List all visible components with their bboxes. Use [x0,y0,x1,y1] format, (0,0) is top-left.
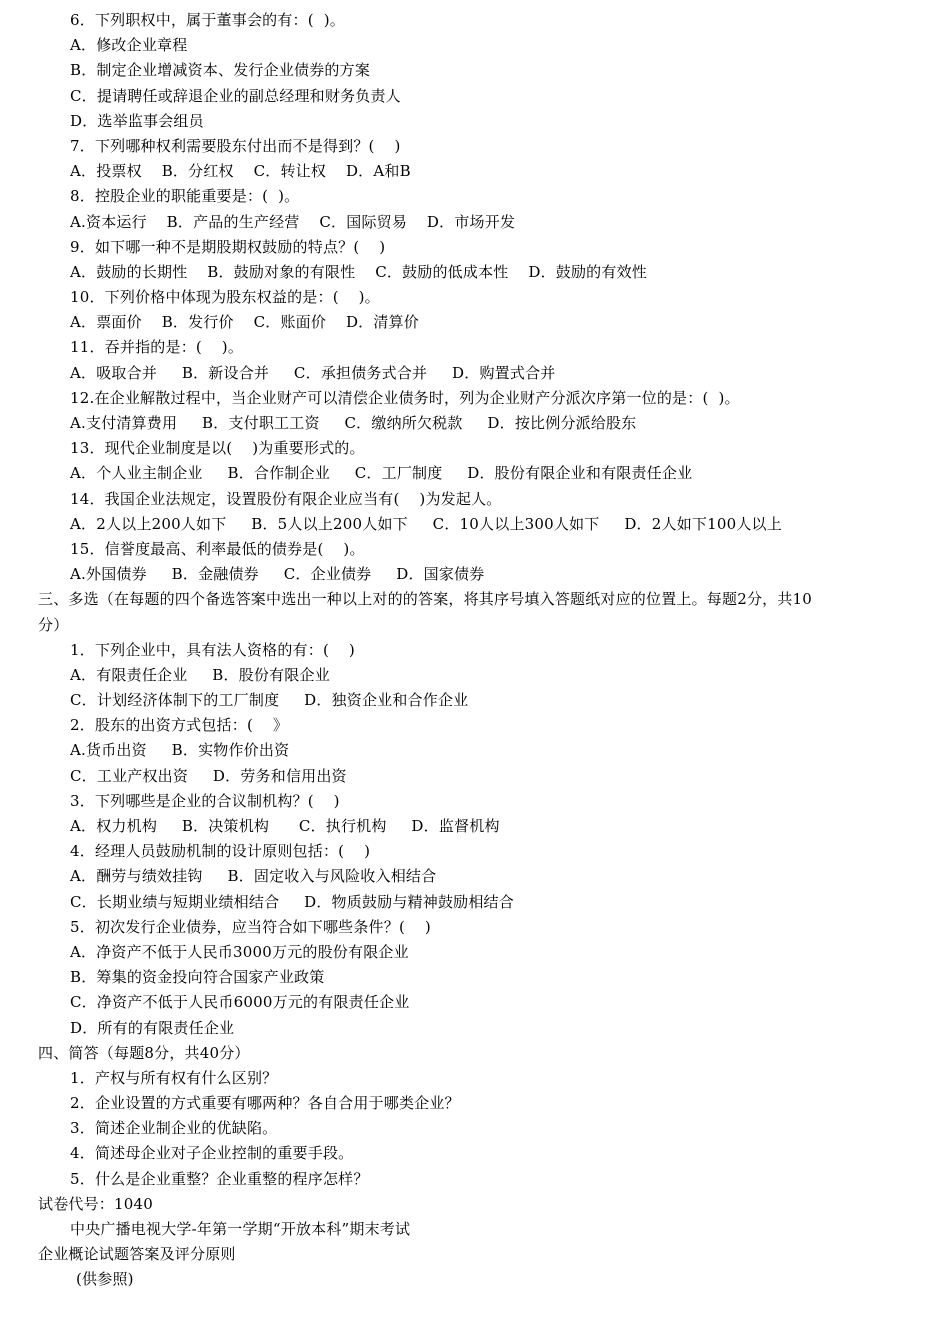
text-line: A．投票权 B．分红权 C．转让权 D．A和B [70,162,411,181]
text-line: 14．我国企业法规定，设置股份有限企业应当有( )为发起人。 [70,489,502,508]
text-line: 4．经理人员鼓励机制的设计原则包括：( ) [70,842,371,861]
text-line: C．净资产不低于人民币6000万元的有限责任企业 [70,993,410,1012]
text-line: D．选举监事会组员 [70,111,204,130]
text-line: A．酬劳与绩效挂钩 B．固定收入与风险收入相结合 [70,867,437,886]
text-line: 3．简述企业制企业的优缺陷。 [70,1119,278,1138]
text-line: 2．股东的出资方式包括：( 》 [70,716,289,735]
text-line: 12.在企业解散过程中，当企业财产可以清偿企业债务时，列为企业财产分派次序第一位的是：( )。 [70,388,740,407]
text-line: 企业概论试题答案及评分原则 [38,1245,236,1264]
text-line: 中央广播电视大学-年第一学期“开放本科”期末考试 [70,1220,411,1238]
text-line: A．2人以上200人如下 B．5人以上200人如下 C．10人以上300人如下 D．2人如下100人以上 [70,514,782,533]
text-line: A．有限责任企业 B．股份有限企业 [70,665,330,684]
text-line: A．鼓励的长期性 B．鼓励对象的有限性 C．鼓励的低成本性 D．鼓励的有效性 [70,262,647,281]
text-line: A.货币出资 B．实物作价出资 [70,741,290,760]
text-line: 试卷代号：1040 [38,1194,153,1213]
text-line: 13．现代企业制度是以( )为重要形式的。 [70,439,365,458]
text-line: 5．初次发行企业债券，应当符合如下哪些条件？( ) [70,917,431,936]
text-line: A．个人业主制企业 B．合作制企业 C．工厂制度 D．股份有限企业和有限责任企业 [70,464,693,483]
text-line: A．净资产不低于人民币3000万元的股份有限企业 [70,942,409,961]
exam-document [0,8,950,1293]
text-line: 7．下列哪种权利需要股东付出而不是得到？( ) [70,136,401,155]
text-line: 11．吞并指的是：( )。 [70,338,244,357]
text-line: 2．企业设置的方式重要有哪两种？各自合用于哪类企业？ [70,1094,460,1113]
text-line: A．吸取合并 B．新设合并 C．承担债务式合并 D．购置式合并 [70,363,556,382]
text-line: C．工业产权出资 D．劳务和信用出资 [70,766,347,785]
text-line: A．权力机构 B．决策机构 C．执行机构 D．监督机构 [70,817,500,835]
text-line: 1．下列企业中，具有法人资格的有：( ) [70,640,355,659]
text-line: C．长期业绩与短期业绩相结合 D．物质鼓励与精神鼓励相结合 [70,892,514,911]
text-line: C．提请聘任或辞退企业的副总经理和财务负责人 [70,86,401,105]
text-line: 10．下列价格中体现为股东权益的是：( )。 [70,288,380,307]
text-line: 6．下列职权中，属于董事会的有：( )。 [70,11,345,29]
text-line: A．修改企业章程 [70,36,188,55]
text-line: B．筹集的资金投向符合国家产业政策 [70,968,325,987]
text-line: 4．简述母企业对子企业控制的重要手段。 [70,1144,354,1163]
text-line: D．所有的有限责任企业 [70,1018,235,1037]
text-line: A.外国债券 B．金融债券 C．企业债券 D．国家债券 [70,565,485,584]
text-line: 1．产权与所有权有什么区别？ [70,1068,278,1087]
text-line: 9．如下哪一种不是期股期权鼓励的特点？( ) [70,237,386,256]
text-line: 15．信誉度最高、利率最低的债券是( )。 [70,539,365,558]
text-line: B．制定企业增减资本、发行企业债券的方案 [70,61,371,80]
text-line: C．计划经济体制下的工厂制度 D．独资企业和合作企业 [70,691,469,710]
text-line: 四、简答（每题8分，共40分） [38,1043,250,1062]
text-line: A.支付清算费用 B．支付职工工资 C．缴纳所欠税款 D．按比例分派给股东 [70,414,637,432]
text-line: A.资本运行 B．产品的生产经营 C．国际贸易 D．市场开发 [70,212,516,231]
text-line: (供参照) [76,1270,134,1289]
text-line: 3．下列哪些是企业的合议制机构？( ) [70,791,340,810]
text-line: 分） [38,615,69,634]
text-line: 5．什么是企业重整？企业重整的程序怎样？ [70,1169,369,1188]
text-line: 8．控股企业的职能重要是：( )。 [70,187,300,206]
text-line: A．票面价 B．发行价 C．账面价 D．清算价 [70,313,419,332]
text-line: 三、多选（在每题的四个备选答案中选出一种以上对的的答案，将其序号填入答题纸对应的位置上。每题2分，共10 [38,590,813,609]
